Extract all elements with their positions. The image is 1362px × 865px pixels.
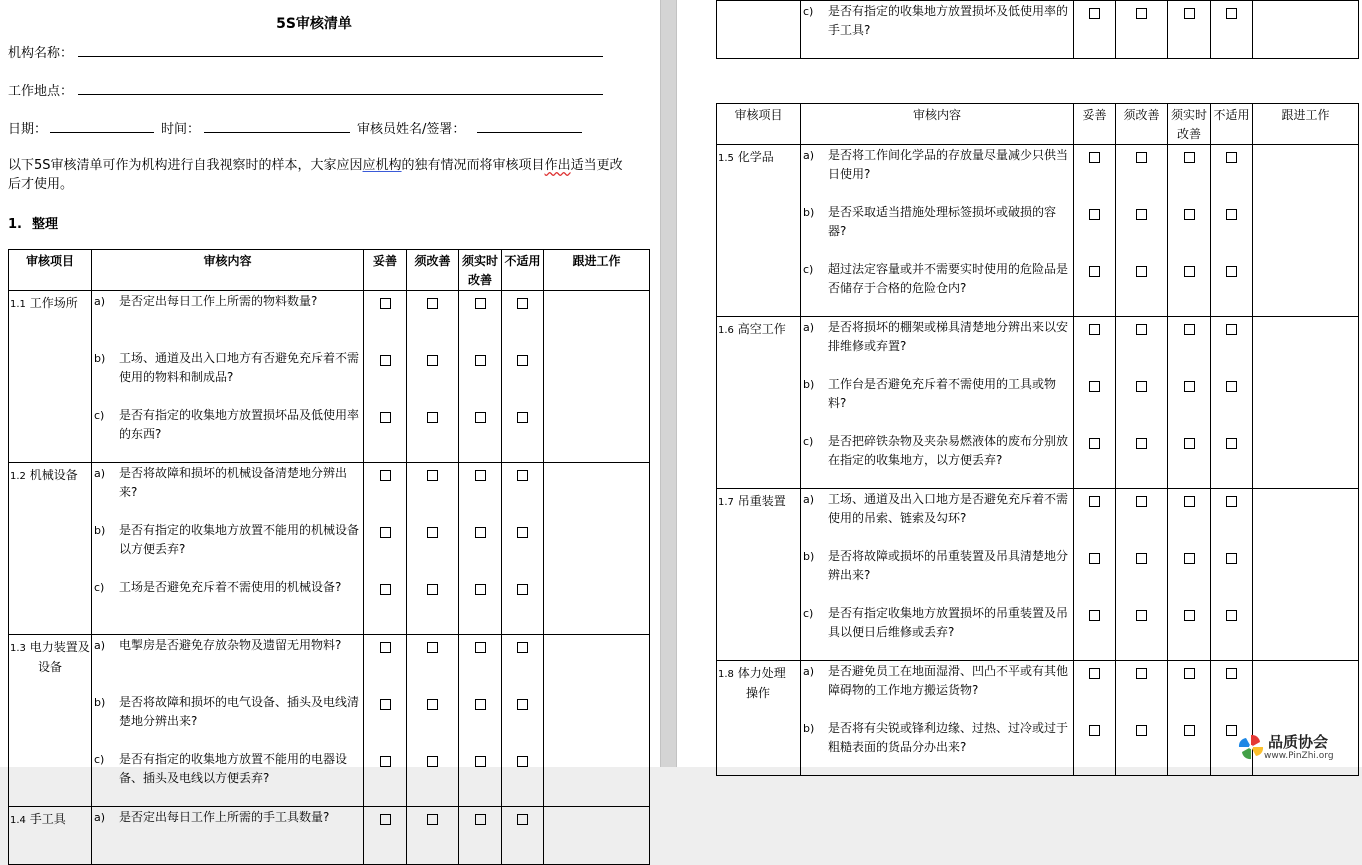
logo-text: 品质协会	[1268, 733, 1329, 751]
category-number: 1.1	[10, 299, 26, 310]
checkbox-urgent[interactable]	[1184, 324, 1195, 335]
header-not-applicable: 不适用	[502, 250, 544, 291]
table-row	[9, 807, 650, 865]
content-cell	[801, 317, 1074, 489]
item-label: a)	[94, 295, 106, 308]
checkbox-improve[interactable]	[1136, 8, 1147, 19]
checkbox-improve[interactable]	[427, 470, 438, 481]
pinwheel-logo-icon	[1236, 732, 1266, 762]
category-name: 工作场所	[29, 296, 78, 310]
item-text: 工场、通道及出入口地方有否避免充斥着不需使用的物料和制成品?	[119, 351, 360, 384]
checkbox-good-cell	[1074, 661, 1116, 776]
audit-item	[801, 317, 1073, 374]
audit-item	[801, 661, 1073, 718]
checkbox-na[interactable]	[517, 355, 528, 366]
checkbox-urgent[interactable]	[475, 642, 486, 653]
checkbox-na[interactable]	[1226, 496, 1237, 507]
item-label: b)	[94, 696, 106, 709]
item-text: 是否定出每日工作上所需的手工具数量?	[119, 810, 330, 824]
checkbox-good[interactable]	[380, 584, 391, 595]
checkbox-good[interactable]	[380, 470, 391, 481]
checkbox-na-cell	[502, 291, 544, 463]
audit-item	[801, 603, 1073, 660]
checkbox-urgent-cell	[459, 635, 502, 807]
checkbox-improve[interactable]	[1136, 496, 1147, 507]
content-cell	[801, 145, 1074, 317]
category-cell	[717, 145, 801, 317]
category-cell	[9, 635, 92, 807]
checkbox-improve[interactable]	[427, 298, 438, 309]
item-text: 是否避免员工在地面湿滑、凹凸不平或有其他障碍物的工作地方搬运货物?	[828, 664, 1069, 697]
checkbox-improve-cell	[407, 807, 459, 865]
category-number: 1.8	[718, 669, 734, 680]
category-number: 1.2	[10, 471, 26, 482]
follow-up-cell[interactable]	[1253, 489, 1359, 661]
checkbox-urgent[interactable]	[475, 584, 486, 595]
header-audit-item: 审核项目	[9, 250, 92, 291]
category-cell	[717, 1, 801, 59]
checkbox-good[interactable]	[380, 642, 391, 653]
item-label: a)	[94, 467, 106, 480]
checkbox-na[interactable]	[517, 814, 528, 825]
checkbox-urgent-cell	[1168, 489, 1211, 661]
content-cell	[92, 463, 364, 635]
checkbox-good[interactable]	[1089, 496, 1100, 507]
checkbox-urgent[interactable]	[1184, 8, 1195, 19]
follow-up-cell[interactable]	[1253, 1, 1359, 59]
item-label: c)	[803, 5, 814, 18]
item-text: 是否将有尖锐或锋利边缘、过热、过冷或过于粗糙表面的货品分办出来?	[828, 721, 1069, 754]
category-cell	[9, 291, 92, 463]
checkbox-na-cell	[1211, 489, 1253, 661]
category-number: 1.7	[718, 497, 734, 508]
item-text: 是否将故障和损坏的电气设备、插头及电线清楚地分辨出来?	[119, 695, 360, 728]
item-label: b)	[94, 524, 106, 537]
checkbox-improve-cell	[407, 463, 459, 635]
checkbox-good[interactable]	[1089, 152, 1100, 163]
date-label: 日期：	[8, 122, 48, 137]
category-cell	[717, 661, 801, 776]
audit-item	[92, 405, 363, 462]
audit-item	[801, 546, 1073, 603]
checkbox-improve[interactable]	[1136, 438, 1147, 449]
checkbox-na[interactable]	[1226, 209, 1237, 220]
checkbox-improve-cell	[407, 291, 459, 463]
checkbox-improve[interactable]	[427, 527, 438, 538]
checkbox-improve[interactable]	[427, 756, 438, 767]
location-line[interactable]	[78, 94, 603, 95]
item-text: 工作台是否避免充斥着不需使用的工具或物料?	[828, 377, 1057, 410]
checkbox-good-cell	[364, 635, 407, 807]
item-text: 是否有指定的收集地方放置损坏品及低使用率的东西?	[119, 408, 360, 441]
intro-paragraph: 以下5S审核清单可作为机构进行自我视察时的样本，大家应因应机构的独有情况而将审核项目作出适当更改后才使用。	[8, 158, 623, 192]
checkbox-na[interactable]	[517, 298, 528, 309]
category-name: 机械设备	[29, 468, 78, 482]
checkbox-good[interactable]	[380, 814, 391, 825]
follow-up-cell[interactable]	[1253, 145, 1359, 317]
location-label: 工作地点：	[8, 84, 74, 99]
item-text: 电掣房是否避免存放杂物及遗留无用物料?	[119, 638, 342, 652]
checkbox-improve[interactable]	[1136, 553, 1147, 564]
table-row	[9, 291, 650, 463]
page-gutter	[660, 0, 677, 767]
item-text: 工场、通道及出入口地方是否避免充斥着不需使用的吊索、链索及勾环?	[828, 492, 1069, 525]
watermark-logo	[1234, 728, 1362, 767]
checkbox-urgent[interactable]	[1184, 725, 1195, 736]
checkbox-urgent[interactable]	[475, 527, 486, 538]
checkbox-urgent[interactable]	[1184, 152, 1195, 163]
audit-item	[92, 749, 363, 806]
checkbox-improve[interactable]	[427, 699, 438, 710]
category-number: 1.3	[10, 643, 26, 654]
category-cell	[717, 489, 801, 661]
item-label: a)	[803, 493, 815, 506]
header-good: 妥善	[1074, 104, 1116, 145]
checkbox-urgent[interactable]	[475, 412, 486, 423]
checkbox-na[interactable]	[517, 470, 528, 481]
checkbox-na-cell	[502, 635, 544, 807]
checkbox-na[interactable]	[1226, 8, 1237, 19]
checkbox-good[interactable]	[1089, 266, 1100, 277]
checkbox-good[interactable]	[1089, 8, 1100, 19]
category-cell	[717, 317, 801, 489]
follow-up-cell[interactable]	[544, 807, 650, 865]
audit-item	[92, 635, 363, 692]
audit-item	[801, 374, 1073, 431]
audit-item	[801, 202, 1073, 259]
checkbox-na[interactable]	[1226, 266, 1237, 277]
header-follow-up: 跟进工作	[544, 250, 650, 291]
audit-item	[801, 145, 1073, 202]
audit-item	[92, 291, 363, 348]
document-page-left	[0, 0, 660, 826]
content-cell	[92, 635, 364, 807]
checkbox-improve[interactable]	[427, 642, 438, 653]
content-cell	[92, 807, 364, 865]
audit-table-right	[716, 103, 1359, 776]
document-page-right	[677, 0, 1362, 767]
checkbox-urgent[interactable]	[475, 355, 486, 366]
item-label: c)	[94, 753, 105, 766]
category-name: 高空工作	[737, 322, 786, 336]
item-label: b)	[803, 550, 815, 563]
header-urgent-improvement: 须实时改善	[1168, 104, 1211, 145]
checkbox-na-cell	[1211, 145, 1253, 317]
checkbox-good[interactable]	[1089, 381, 1100, 392]
checkbox-na[interactable]	[1226, 152, 1237, 163]
audit-item	[92, 520, 363, 577]
auditor-line[interactable]	[477, 132, 582, 133]
checkbox-na[interactable]	[517, 584, 528, 595]
checkbox-na[interactable]	[1226, 381, 1237, 392]
checkbox-improve[interactable]	[427, 355, 438, 366]
header-needs-improvement: 须改善	[407, 250, 459, 291]
checkbox-improve[interactable]	[427, 814, 438, 825]
time-line[interactable]	[204, 132, 350, 133]
audit-item	[801, 259, 1073, 316]
checkbox-improve[interactable]	[1136, 668, 1147, 679]
auditor-label: 审核员姓名/签署：	[357, 122, 466, 137]
content-cell	[92, 291, 364, 463]
category-cell	[9, 807, 92, 865]
table-row	[717, 489, 1359, 661]
checkbox-good[interactable]	[380, 355, 391, 366]
section-heading: 1. 整理	[8, 217, 59, 232]
item-label: c)	[94, 409, 105, 422]
item-label: b)	[803, 206, 815, 219]
table-row	[717, 1, 1359, 59]
content-cell	[801, 1, 1074, 59]
audit-table-continued	[716, 0, 1359, 59]
checkbox-urgent[interactable]	[1184, 553, 1195, 564]
checkbox-urgent-cell	[459, 807, 502, 865]
category-name: 电力装置及	[29, 640, 90, 654]
item-text: 是否将故障或损坏的吊重装置及吊具清楚地分辨出来?	[828, 549, 1069, 582]
content-cell	[801, 661, 1074, 776]
checkbox-good[interactable]	[1089, 438, 1100, 449]
checkbox-na[interactable]	[517, 642, 528, 653]
item-label: c)	[803, 607, 814, 620]
header-urgent-improvement: 须实时改善	[459, 250, 502, 291]
audit-table-left	[8, 249, 650, 865]
checkbox-urgent-cell	[459, 463, 502, 635]
item-label: b)	[803, 378, 815, 391]
checkbox-improve[interactable]	[427, 412, 438, 423]
category-name-cont: 操作	[746, 686, 771, 700]
checkbox-urgent[interactable]	[1184, 496, 1195, 507]
checkbox-urgent[interactable]	[475, 756, 486, 767]
item-text: 是否把碎铁杂物及夹杂易燃液体的废布分别放在指定的收集地方，以方便丢弃?	[828, 434, 1069, 467]
checkbox-good[interactable]	[1089, 668, 1100, 679]
checkbox-na[interactable]	[1226, 668, 1237, 679]
item-text: 是否将工作间化学品的存放量尽量减少只供当日使用?	[828, 148, 1069, 181]
item-label: a)	[803, 149, 815, 162]
checkbox-urgent[interactable]	[475, 699, 486, 710]
audit-item	[801, 431, 1073, 488]
item-text: 是否有指定收集地方放置损坏的吊重装置及吊具以便日后维修或丢弃?	[828, 606, 1069, 639]
table-row	[717, 145, 1359, 317]
audit-item	[801, 1, 1073, 57]
item-label: c)	[94, 581, 105, 594]
audit-item	[92, 692, 363, 749]
checkbox-urgent[interactable]	[1184, 266, 1195, 277]
logo-url: www.PinZhi.org	[1264, 751, 1334, 761]
category-cell	[9, 463, 92, 635]
checkbox-good-cell	[364, 807, 407, 865]
follow-up-cell[interactable]	[544, 635, 650, 807]
checkbox-improve-cell	[1116, 317, 1168, 489]
checkbox-na[interactable]	[517, 527, 528, 538]
follow-up-cell[interactable]	[544, 463, 650, 635]
checkbox-improve[interactable]	[1136, 152, 1147, 163]
table-row	[9, 635, 650, 807]
item-text: 工场是否避免充斥着不需使用的机械设备?	[119, 580, 342, 594]
header-audit-content: 审核内容	[92, 250, 364, 291]
table-row	[9, 463, 650, 635]
header-follow-up: 跟进工作	[1253, 104, 1359, 145]
checkbox-improve[interactable]	[1136, 610, 1147, 621]
item-text: 是否将损坏的棚架或梯具清楚地分辨出来以安排维修或弃置?	[828, 320, 1069, 353]
checkbox-urgent-cell	[1168, 661, 1211, 776]
checkbox-good-cell	[1074, 317, 1116, 489]
header-not-applicable: 不适用	[1211, 104, 1253, 145]
item-label: b)	[803, 722, 815, 735]
header-needs-improvement: 须改善	[1116, 104, 1168, 145]
checkbox-na[interactable]	[517, 756, 528, 767]
checkbox-good[interactable]	[380, 412, 391, 423]
checkbox-urgent-cell	[459, 291, 502, 463]
checkbox-na[interactable]	[1226, 438, 1237, 449]
audit-item	[801, 718, 1073, 775]
header-audit-content: 审核内容	[801, 104, 1074, 145]
item-text: 是否定出每日工作上所需的物料数量?	[119, 294, 318, 308]
checkbox-urgent[interactable]	[1184, 610, 1195, 621]
checkbox-urgent[interactable]	[1184, 209, 1195, 220]
item-label: c)	[803, 263, 814, 276]
checkbox-improve-cell	[1116, 661, 1168, 776]
item-label: a)	[803, 665, 815, 678]
category-number: 1.4	[10, 815, 26, 826]
item-text: 是否有指定的收集地方放置不能用的电器设备、插头及电线以方便丢弃?	[119, 752, 348, 785]
category-name: 体力处理	[737, 666, 786, 680]
item-text: 是否有指定的收集地方放置损坏及低使用率的手工具?	[828, 4, 1069, 37]
follow-up-cell[interactable]	[544, 291, 650, 463]
header-good: 妥善	[364, 250, 407, 291]
category-name: 吊重装置	[737, 494, 786, 508]
checkbox-good-cell	[364, 291, 407, 463]
item-text: 是否有指定的收集地方放置不能用的机械设备以方便丢弃?	[119, 523, 360, 556]
checkbox-na[interactable]	[1226, 610, 1237, 621]
category-name: 化学品	[737, 150, 774, 164]
checkbox-good[interactable]	[380, 298, 391, 309]
follow-up-cell[interactable]	[1253, 317, 1359, 489]
checkbox-good-cell	[1074, 145, 1116, 317]
category-name: 手工具	[29, 812, 66, 826]
audit-item	[801, 489, 1073, 546]
checkbox-good-cell	[1074, 489, 1116, 661]
checkbox-good[interactable]	[380, 756, 391, 767]
checkbox-good[interactable]	[1089, 553, 1100, 564]
checkbox-na-cell	[502, 463, 544, 635]
checkbox-improve[interactable]	[427, 584, 438, 595]
table-row	[717, 317, 1359, 489]
checkbox-na-cell	[502, 807, 544, 865]
item-text: 是否将故障和损坏的机械设备清楚地分辨出来?	[119, 466, 348, 499]
checkbox-improve[interactable]	[1136, 209, 1147, 220]
checkbox-good[interactable]	[1089, 610, 1100, 621]
org-name-label: 机构名称：	[8, 46, 74, 61]
date-line[interactable]	[50, 132, 154, 133]
document-title: 5S审核清单	[276, 16, 352, 32]
checkbox-improve-cell	[1116, 145, 1168, 317]
checkbox-good[interactable]	[380, 527, 391, 538]
checkbox-good-cell	[364, 463, 407, 635]
item-label: a)	[94, 639, 106, 652]
checkbox-good[interactable]	[1089, 209, 1100, 220]
checkbox-improve[interactable]	[1136, 266, 1147, 277]
org-name-line[interactable]	[78, 56, 603, 57]
time-label: 时间：	[161, 122, 201, 137]
item-text: 超过法定容量或并不需要实时使用的危险品是否储存于合格的危险仓内?	[828, 262, 1069, 295]
checkbox-urgent[interactable]	[475, 814, 486, 825]
item-label: c)	[803, 435, 814, 448]
checkbox-improve[interactable]	[1136, 381, 1147, 392]
checkbox-improve-cell	[407, 635, 459, 807]
checkbox-urgent[interactable]	[1184, 668, 1195, 679]
checkbox-good[interactable]	[1089, 324, 1100, 335]
category-name-cont: 设备	[38, 660, 63, 674]
checkbox-urgent[interactable]	[1184, 438, 1195, 449]
audit-item	[92, 577, 363, 634]
checkbox-urgent-cell	[1168, 317, 1211, 489]
checkbox-na[interactable]	[1226, 324, 1237, 335]
checkbox-urgent[interactable]	[475, 298, 486, 309]
checkbox-na-cell	[1211, 317, 1253, 489]
checkbox-urgent[interactable]	[1184, 381, 1195, 392]
checkbox-improve-cell	[1116, 489, 1168, 661]
item-label: a)	[803, 321, 815, 334]
checkbox-improve[interactable]	[1136, 725, 1147, 736]
checkbox-good[interactable]	[380, 699, 391, 710]
checkbox-urgent[interactable]	[475, 470, 486, 481]
audit-item	[92, 807, 363, 864]
audit-item	[92, 348, 363, 405]
item-text: 是否采取适当措施处理标签损坏或破损的容器?	[828, 205, 1057, 238]
item-label: a)	[94, 811, 106, 824]
checkbox-na[interactable]	[517, 412, 528, 423]
checkbox-na[interactable]	[1226, 553, 1237, 564]
category-number: 1.5	[718, 153, 734, 164]
audit-item	[92, 463, 363, 520]
category-number: 1.6	[718, 325, 734, 336]
content-cell	[801, 489, 1074, 661]
checkbox-good[interactable]	[1089, 725, 1100, 736]
checkbox-na[interactable]	[517, 699, 528, 710]
header-audit-item: 审核项目	[717, 104, 801, 145]
checkbox-urgent-cell	[1168, 145, 1211, 317]
item-label: b)	[94, 352, 106, 365]
checkbox-improve[interactable]	[1136, 324, 1147, 335]
